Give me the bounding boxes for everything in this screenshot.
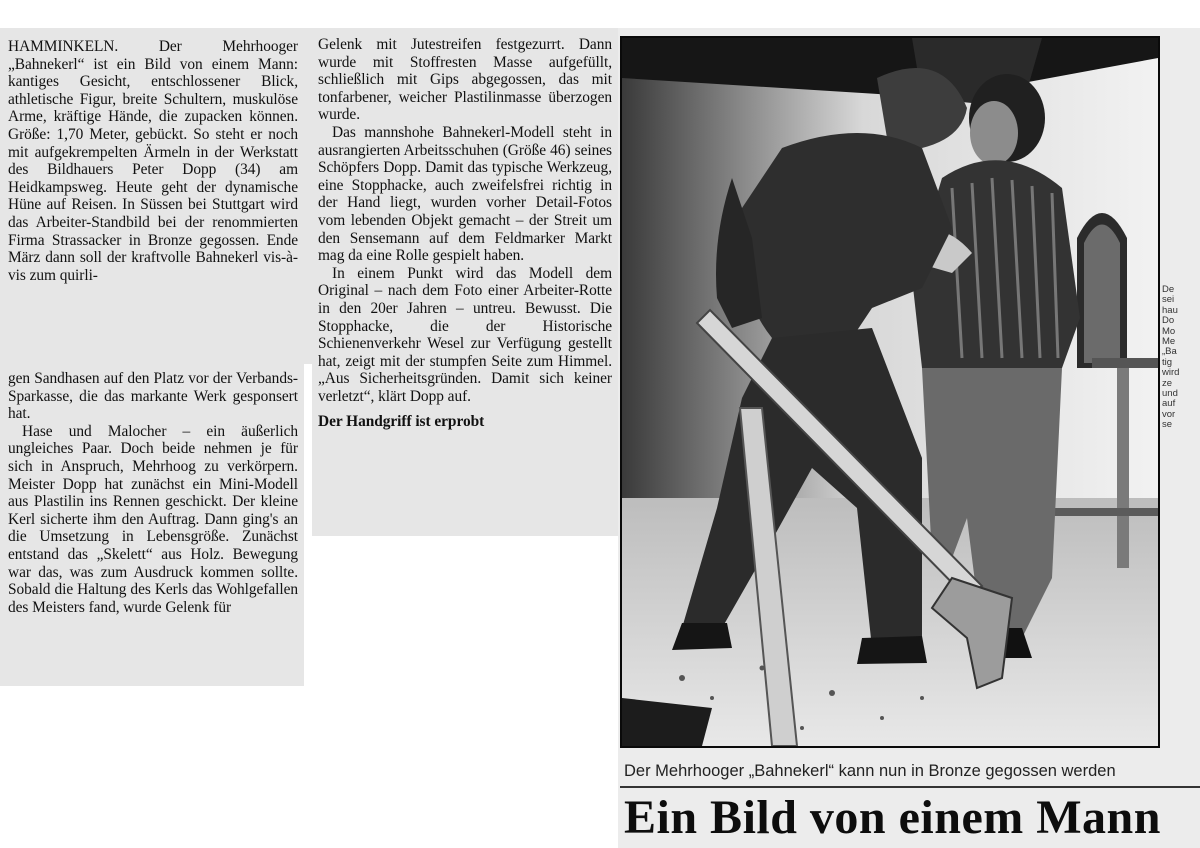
- article-column-1-top: [8, 38, 298, 284]
- photo-caption: Der Mehrhooger „Bahnekerl“ kann nun in Bronze gegossen werden: [624, 762, 1116, 780]
- fragment-line: Do: [1162, 315, 1175, 327]
- fragment-line: se: [1162, 419, 1173, 431]
- paragraph: Das mannshohe Bahnekerl-Modell steht in ausrangierten Arbeitsschuhen (Größe 46) seines Schöpfers Dopp. Damit das typische Werkzeug, eine Stopphacke, auch zweifelsfrei richtig in der Hand liegt, wurden vorher Detail-Fotos vom lebenden Objekt gemacht – der Streit um den Sensemann auf dem Feldmarker Markt mag da eine Rolle gespielt haben.: [318, 123, 612, 265]
- headline: Ein Bild von einem Mann: [624, 791, 1161, 844]
- fragment-line: vor: [1162, 408, 1176, 420]
- divider: [620, 786, 1200, 788]
- paragraph: gen Sandhasen auf den Platz vor der Verbands-Sparkasse, die das markante Werk gesponsert hat.: [8, 370, 298, 423]
- paragraph: HAMMINKELN. Der Mehrhooger „Bahnekerl“ ist ein Bild von einem Mann: kantiges Gesicht, entschlossener Blick, athletische Figur, breite Schultern, muskulöse Arme, kräftige Hände, die zupacken können. Größe: 1,70 Meter, gebückt. So steht er noch mit aufgekrempelten Ärmeln in der Werkstatt des Bildhauers Peter Dopp (34) am Heidkampsweg. Heute geht der dynamische Hüne auf Reisen. In Süssen bei Stuttgart wird das Arbeiter-Standbild bei der renommierten Firma Strassacker in Bronze gegossen. Ende März dann soll der kraftvolle Bahnekerl vis-à-vis zum quirli-: [8, 38, 298, 284]
- sculptor-with-statue-image: [622, 38, 1158, 746]
- fragment-line: auf: [1162, 398, 1176, 410]
- article-column-2: [318, 36, 612, 431]
- paragraph: In einem Punkt wird das Modell dem Original – nach dem Foto einer Arbeiter-Rotte in den 20er Jahren – untreu. Bewusst. Die Stopphacke, die der Historische Schienenverkehr Wesel zur Verfügung gestellt hat, zeigt mit der stumpfen Seite zum Himmel. „Aus Sicherheitsgründen. Damit sich keiner verletzt“, klärt Dopp auf.: [318, 264, 612, 405]
- sculpture-photo: [620, 36, 1160, 748]
- fragment-line: Me: [1162, 336, 1176, 348]
- subheading: Der Handgriff ist erprobt: [318, 413, 485, 431]
- article-column-1-bottom: [8, 370, 298, 616]
- fragment-line: sei: [1162, 294, 1175, 306]
- fragment-line: ze: [1162, 377, 1173, 389]
- paragraph: Hase und Malocher – ein äußerlich ungleiches Paar. Doch beide nehmen je für sich in Anspruch, Mehrhoog zu verkörpern. Meister Dopp hat zunächst ein Mini-Modell aus Plastilin ins Rennen geschickt. Der kleine Kerl sicherte ihm den Auftrag. Dann ging's an die Umsetzung in Lebensgröße. Zunächst entstand das „Skelett“ aus Holz. Bewegung war das, was zum Ausdruck kommen sollte. Sobald die Haltung des Kerls das Wohlgefallen des Meisters fand, wurde Gelenk für: [8, 422, 298, 616]
- fragment-line: wird: [1162, 367, 1180, 379]
- fragment-line: und: [1162, 388, 1178, 400]
- fragment-line: tig: [1162, 356, 1173, 368]
- fragment-line: hau: [1162, 304, 1178, 316]
- fragment-line: „Ba: [1162, 346, 1177, 358]
- adjacent-article-fragment: [1162, 285, 1192, 431]
- fragment-line: Mo: [1162, 325, 1176, 337]
- paragraph: Gelenk mit Jutestreifen festgezurrt. Dann wurde mit Stoffresten Masse aufgefüllt, schließlich mit Gips abgegossen, das mit tonfarbener, weicher Plastilinmasse überzogen wurde.: [318, 36, 612, 124]
- fragment-line: De: [1162, 284, 1175, 295]
